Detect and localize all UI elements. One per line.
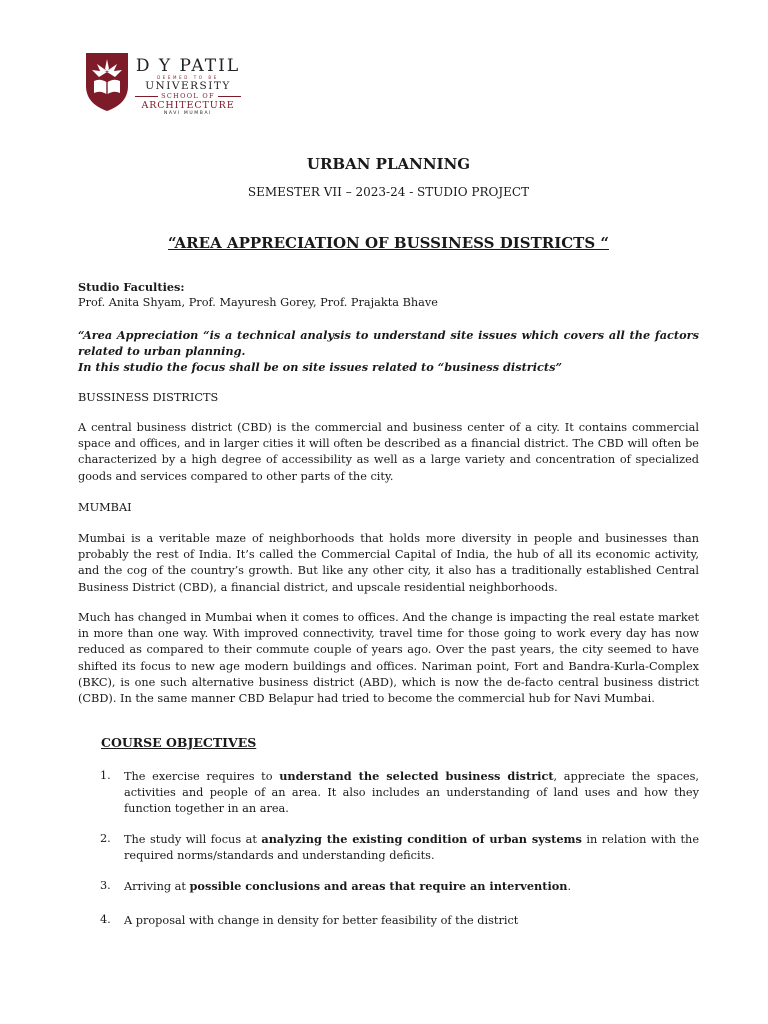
mumbai-paragraph-2: Much has changed in Mumbai when it comes to offices. And the change is impacting the real estate market in more than one way. With improved connectivity, travel time for those going to work every day has now reduced as compared to their commute couple of years ago. Over the past years, the city seemed to have shifted its focus to new age modern buildings and offices. Nariman point, Fort and Bandra-Kurla-Complex (BKC), is one such alternative business district (ABD), which is now the de-facto central business district (CBD). In the same manner CBD Belapur had tried to become the commercial hub for Navi Mumbai. — [78, 611, 699, 706]
list-number: 3. — [100, 879, 111, 892]
logo-school: SCHOOL OF — [161, 92, 215, 100]
list-text: Arriving at possible conclusions and areas that require an intervention. — [124, 879, 572, 893]
list-number: 1. — [100, 769, 111, 782]
divider — [218, 96, 241, 97]
project-title: “AREA APPRECIATION OF BUSSINESS DISTRICTS “ — [167, 234, 610, 252]
intro-section — [78, 327, 699, 376]
business-heading: BUSSINESS DISTRICTS — [78, 391, 219, 404]
logo-name: D Y PATIL — [135, 56, 241, 76]
business-paragraph: A central business district (CBD) is the commercial and business center of a city. It contains commercial space and offices, and in larger cities it will often be described as a financial district. The CBD will often be characterized by a high degree of accessibility as well as a large variety and concentration of specialized goods and services compared to other parts of the city. — [78, 421, 699, 483]
semester-line: SEMESTER VII – 2023-24 - STUDIO PROJECT — [247, 185, 530, 199]
logo-city: NAVI MUMBAI — [163, 111, 213, 116]
faculty-label: Studio Faculties: — [78, 280, 185, 294]
list-item — [78, 831, 699, 864]
logo-architecture: ARCHITECTURE — [141, 100, 235, 111]
list-text: The study will focus at analyzing the existing condition of urban systems in relation with the required norms/standards and understanding deficits. — [124, 832, 700, 863]
logo-wordmark — [135, 57, 241, 117]
faculty-names: Prof. Anita Shyam, Prof. Mayuresh Gorey, Prof. Prajakta Bhave — [78, 296, 438, 310]
divider — [135, 96, 158, 97]
objectives-heading: COURSE OBJECTIVES — [101, 735, 257, 750]
list-item — [78, 912, 699, 929]
list-item — [78, 878, 699, 895]
intro-line-2: In this studio the focus shall be on site issues related to “business districts” — [78, 360, 562, 375]
mumbai-heading: MUMBAI — [78, 501, 132, 514]
shield-emblem-icon — [82, 50, 132, 112]
list-text: A proposal with change in density for better feasibility of the district — [124, 914, 519, 927]
logo-university: UNIVERSITY — [145, 80, 231, 92]
mumbai-paragraph-1: Mumbai is a veritable maze of neighborhoods that holds more diversity in people and businesses than probably the rest of India. It’s called the Commercial Capital of India, the hub of all its economic activity, and the cog of the country’s growth. But like any other city, it also has a traditionally established Central Business District (CBD), a financial district, and upscale residential neighborhoods. — [78, 532, 699, 594]
list-number: 2. — [100, 832, 111, 845]
list-item — [78, 768, 699, 818]
list-text: The exercise requires to understand the selected business district, appreciate the spaces, activities and people of an area. It also includes an understanding of land uses and how they function together in an area. — [124, 769, 700, 816]
page-title: URBAN PLANNING — [306, 155, 471, 173]
intro-line-1: “Area Appreciation “is a technical analysis to understand site issues which covers all the factors related to urban planning. — [78, 328, 699, 359]
faculty-section — [78, 279, 699, 311]
logo-deemed: DEEMED TO BE — [157, 75, 219, 80]
list-number: 4. — [100, 913, 111, 926]
university-logo — [82, 50, 242, 116]
logo-school-row — [135, 92, 241, 100]
